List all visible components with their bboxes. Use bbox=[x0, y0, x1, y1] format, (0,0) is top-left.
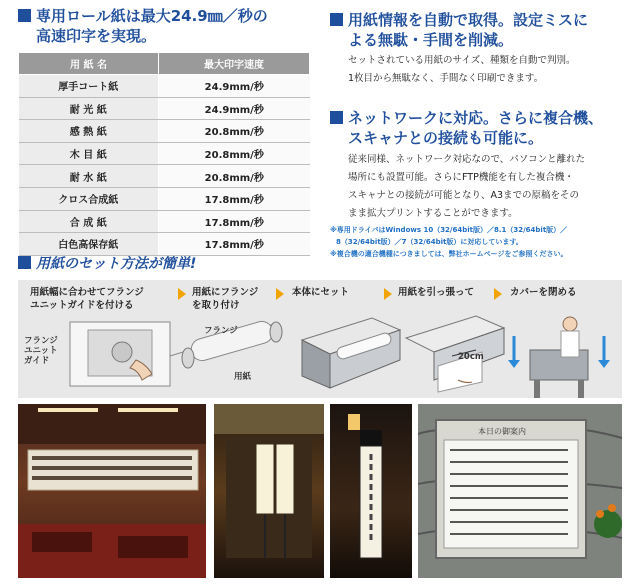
heading-bullet bbox=[330, 13, 343, 26]
paper-name-cell: 感 熱 紙 bbox=[19, 120, 159, 143]
flange-tag: フランジ bbox=[204, 326, 238, 336]
table-header-paper: 用 紙 名 bbox=[19, 53, 159, 75]
table-row bbox=[19, 120, 310, 143]
speed-heading-line2: 高速印字を実現。 bbox=[36, 27, 157, 45]
auto-detect-text-line1: セットされている用紙のサイズ、種類を自動で判別。 bbox=[348, 55, 576, 66]
network-text-line4: まま拡大プリントすることができます。 bbox=[348, 208, 518, 219]
entrance-photo bbox=[214, 404, 324, 578]
table-header-speed: 最大印字速度 bbox=[159, 53, 310, 75]
network-heading-line2: スキャナとの接続も可能に。 bbox=[348, 129, 544, 147]
length-tag: 20cm bbox=[458, 352, 484, 362]
set-method-heading-text: 用紙のセット方法が簡単! bbox=[36, 256, 197, 272]
driver-note-line1: ※専用ドライバはWindows 10（32/64bit版）／8.1（32/64bit版）／ bbox=[330, 226, 568, 234]
step-arrow-icon bbox=[384, 288, 392, 300]
speed-cell: 17.8mm/秒 bbox=[159, 210, 310, 233]
entrance-image bbox=[214, 404, 324, 578]
speed-cell: 17.8mm/秒 bbox=[159, 233, 310, 256]
table-header-row bbox=[19, 53, 310, 75]
banquet-hall-image bbox=[18, 404, 206, 578]
printer-set-illustration bbox=[302, 318, 400, 388]
step-4-label: 用紙を引っ張って bbox=[398, 287, 475, 298]
guide-board-photo bbox=[418, 404, 622, 578]
paper-name-cell: 耐 水 紙 bbox=[19, 165, 159, 188]
table-row bbox=[19, 233, 310, 256]
table-row bbox=[19, 165, 310, 188]
step-5-label: カバーを閉める bbox=[510, 287, 577, 298]
heading-bullet bbox=[18, 9, 31, 22]
driver-note-line2: 8（32/64bit版）／7（32/64bit版）に対応しています。 bbox=[336, 238, 523, 246]
paper-name-cell: 白色高保存紙 bbox=[19, 233, 159, 256]
table-row bbox=[19, 187, 310, 210]
flange-guide-illustration bbox=[70, 322, 170, 386]
flange-guide-tag-line1: フランジ bbox=[24, 336, 58, 346]
step-3-label: 本体にセット bbox=[292, 287, 350, 298]
set-method-heading bbox=[18, 255, 378, 273]
auto-detect-heading-line1: 用紙情報を自動で取得。設定ミスに bbox=[348, 11, 589, 29]
auto-detect-heading-line2: よる無駄・手間を削減。 bbox=[348, 31, 514, 49]
step-1-line2: ユニットガイドを付ける bbox=[30, 300, 134, 311]
network-text-line1: 従来同様、ネットワーク対応なので、パソコンと離れた bbox=[348, 154, 586, 165]
auto-detect-heading bbox=[330, 10, 630, 50]
network-heading-line1: ネットワークに対応。さらに複合機、 bbox=[348, 109, 604, 127]
flange-guide-tag-line3: ガイド bbox=[24, 356, 50, 366]
network-text-line3: スキャナとの接続が可能となり、A3までの原稿をその bbox=[348, 190, 580, 201]
speed-cell: 20.8mm/秒 bbox=[159, 142, 310, 165]
speed-heading-line1: 専用ロール紙は最大24.9㎜／秒の bbox=[36, 7, 268, 25]
step-1-label bbox=[30, 286, 144, 312]
banquet-hall-photo bbox=[18, 404, 206, 578]
step-arrow-icon bbox=[494, 288, 502, 300]
speed-cell: 24.9mm/秒 bbox=[159, 75, 310, 98]
table-row bbox=[19, 97, 310, 120]
network-text-line2: 場所にも設置可能。さらにFTP機能を有した複合機・ bbox=[348, 172, 574, 183]
signboard-photo bbox=[330, 404, 412, 578]
table-row bbox=[19, 75, 310, 98]
paper-name-cell: 厚手コート紙 bbox=[19, 75, 159, 98]
paper-name-cell: 木 目 紙 bbox=[19, 142, 159, 165]
speed-table bbox=[18, 52, 310, 256]
flange-guide-tag-line2: ユニット bbox=[24, 346, 58, 356]
speed-cell: 17.8mm/秒 bbox=[159, 187, 310, 210]
step-arrow-icon bbox=[178, 288, 186, 300]
speed-heading bbox=[18, 6, 318, 46]
pull-paper-illustration bbox=[406, 316, 504, 392]
speed-cell: 20.8mm/秒 bbox=[159, 120, 310, 143]
heading-bullet bbox=[330, 111, 343, 124]
auto-detect-paragraph bbox=[348, 52, 633, 88]
mfp-note: ※複合機の適合機種につきましては、弊社ホームページをご参照ください。 bbox=[330, 250, 568, 258]
paper-tag: 用紙 bbox=[234, 372, 252, 382]
step-2-line1: 用紙にフランジ bbox=[192, 287, 259, 298]
flange-guide-tag bbox=[24, 336, 58, 366]
paper-name-cell: 耐 光 紙 bbox=[19, 97, 159, 120]
heading-bullet bbox=[18, 256, 31, 269]
speed-cell: 24.9mm/秒 bbox=[159, 97, 310, 120]
setup-illustrations bbox=[18, 310, 622, 398]
close-cover-illustration bbox=[508, 317, 610, 398]
paper-name-cell: 合 成 紙 bbox=[19, 210, 159, 233]
step-2-label bbox=[192, 286, 258, 312]
step-arrow-icon bbox=[276, 288, 284, 300]
step-2-line2: を取り付け bbox=[192, 300, 240, 311]
speed-cell: 20.8mm/秒 bbox=[159, 165, 310, 188]
setup-steps-panel bbox=[18, 280, 622, 398]
guide-board-header: 本日の御案内 bbox=[478, 427, 526, 436]
step-1-line1: 用紙幅に合わせてフランジ bbox=[30, 287, 144, 298]
network-heading bbox=[330, 108, 635, 148]
signboard-image bbox=[330, 404, 412, 578]
paper-name-cell: クロス合成紙 bbox=[19, 187, 159, 210]
auto-detect-text-line2: 1枚目から無駄なく、手間なく印刷できます。 bbox=[348, 73, 544, 84]
network-paragraph bbox=[348, 151, 633, 223]
table-row bbox=[19, 210, 310, 233]
table-row bbox=[19, 142, 310, 165]
